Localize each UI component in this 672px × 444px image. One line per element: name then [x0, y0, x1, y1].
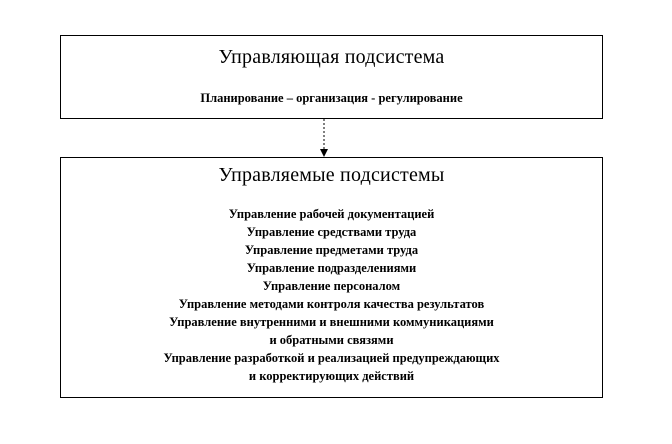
list-item: Управление методами контроля качества результатов	[178, 297, 485, 311]
managing-subsystem-functions: Планирование – организация - регулирование	[200, 91, 463, 105]
list-item: Управление рабочей документацией	[228, 207, 435, 221]
list-item: Управление внутренними и внешними коммуникациями	[169, 315, 494, 329]
managed-subsystems-list	[61, 205, 602, 385]
arrow-head-icon	[320, 149, 328, 157]
managing-subsystem-title: Управляющая подсистема	[218, 46, 445, 68]
managing-subsystem-box	[60, 35, 603, 119]
list-item: Управление подразделениями	[246, 261, 417, 275]
managed-subsystems-box	[60, 157, 603, 398]
list-item: Управление разработкой и реализацией предупреждающих	[163, 351, 500, 365]
list-item: Управление предметами труда	[244, 243, 419, 257]
list-item: и корректирующих действий	[248, 369, 415, 383]
connector-arrow	[318, 119, 330, 159]
list-item: Управление персоналом	[262, 279, 401, 293]
list-item: и обратными связями	[269, 333, 394, 347]
list-item: Управление средствами труда	[246, 225, 417, 239]
managed-subsystems-title: Управляемые подсистемы	[218, 164, 445, 186]
